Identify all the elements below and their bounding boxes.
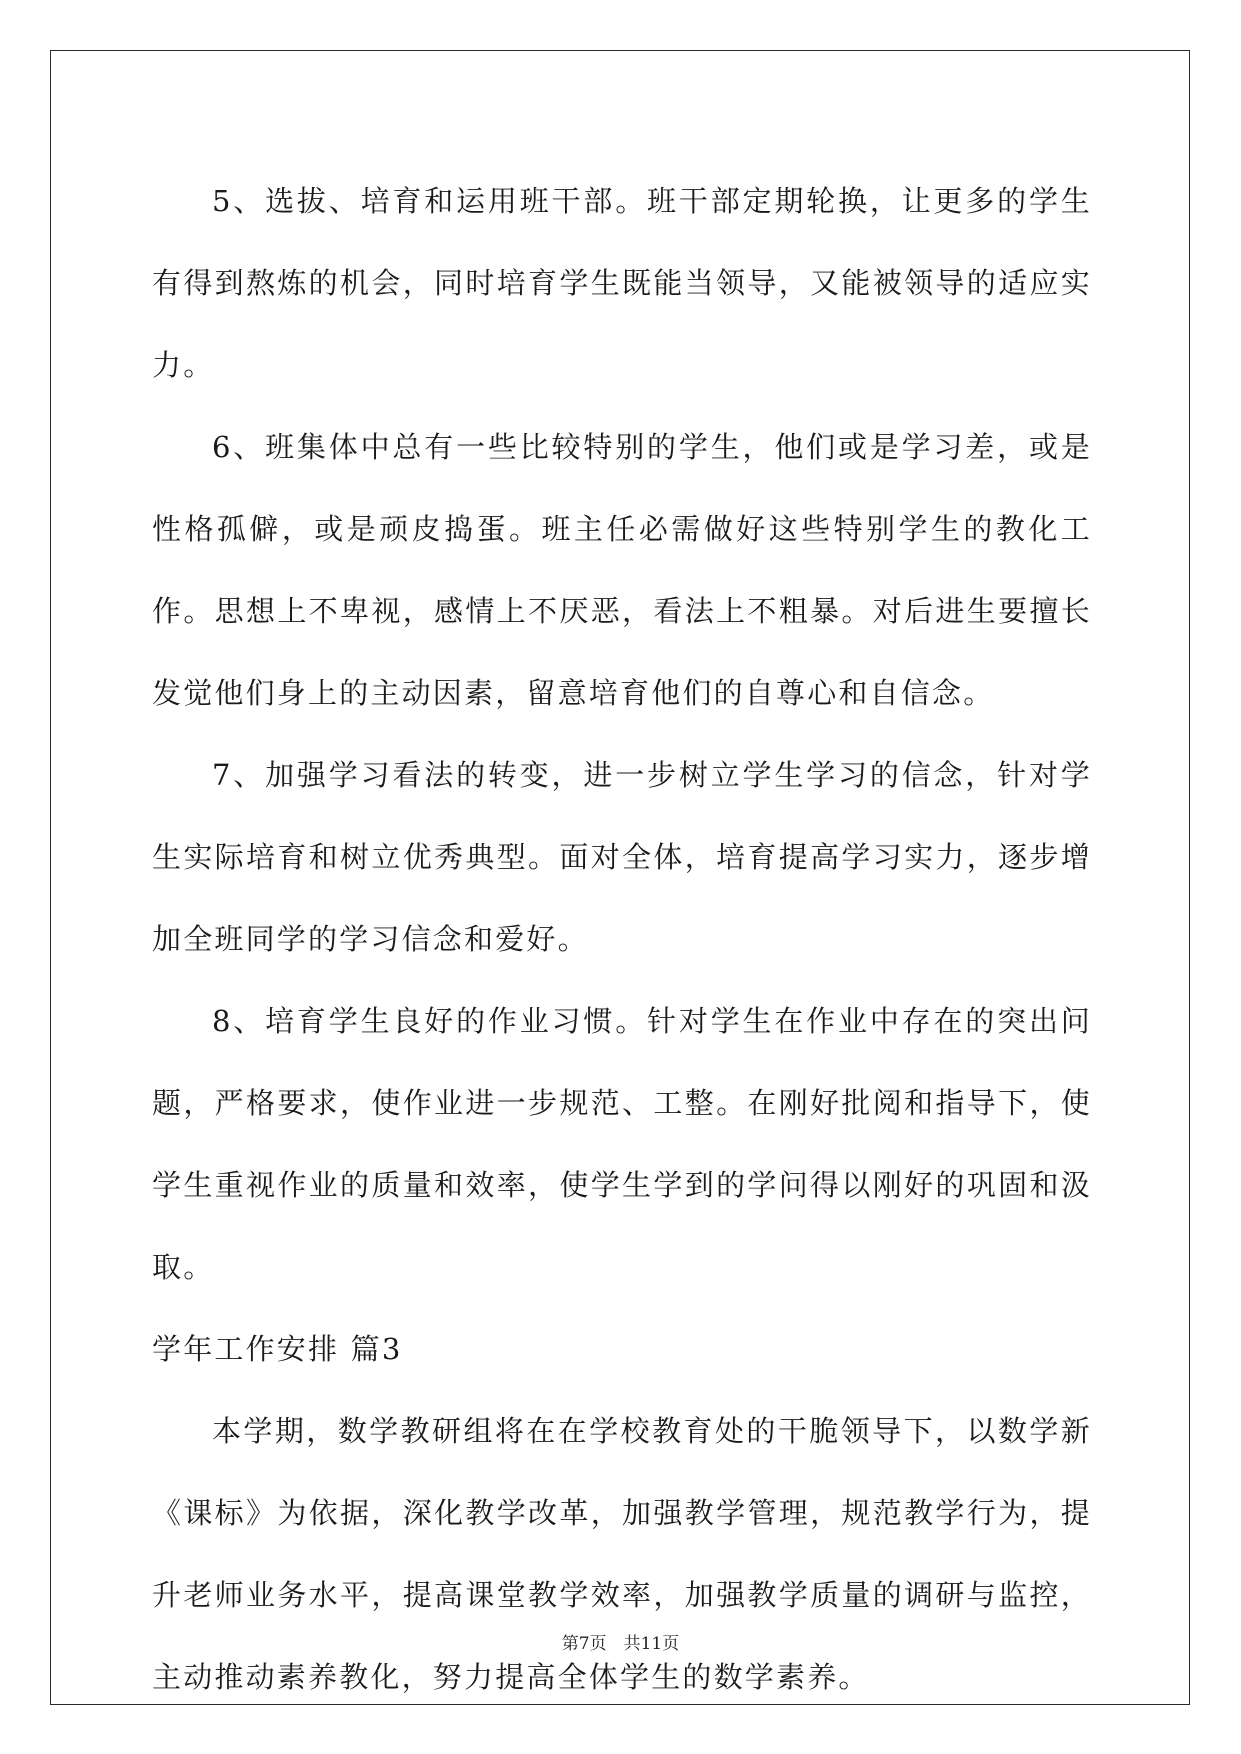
section-paragraph: 本学期，数学教研组将在在学校教育处的干脆领导下，以数学新《课标》为依据，深化教学改革，加强教学管理，规范教学行为，提升老师业务水平，提高课堂教学效率，加强教学质量的调研与监控，主动推动素养教化，努力提高全体学生的数学素养。 (152, 1414, 1092, 1694)
page-number-footer: 第7页 共11页 (561, 1634, 680, 1654)
paragraph-item-7: 7、加强学习看法的转变，进一步树立学生学习的信念，针对学生实际培育和树立优秀典型。面对全体，培育提高学习实力，逐步增加全班同学的学习信念和爱好。 (152, 758, 1092, 956)
document-body (152, 160, 1092, 1718)
paragraph-item-5: 5、选拔、培育和运用班干部。班干部定期轮换，让更多的学生有得到熬炼的机会，同时培育学生既能当领导，又能被领导的适应实力。 (152, 184, 1092, 382)
paragraph-item-6: 6、班集体中总有一些比较特别的学生，他们或是学习差，或是性格孤僻，或是顽皮捣蛋。班主任必需做好这些特别学生的教化工作。思想上不卑视，感情上不厌恶，看法上不粗暴。对后进生要擅长发觉他们身上的主动因素，留意培育他们的自尊心和自信念。 (152, 430, 1092, 710)
section-heading: 学年工作安排 篇3 (152, 1332, 403, 1366)
paragraph-item-8: 8、培育学生良好的作业习惯。针对学生在作业中存在的突出问题，严格要求，使作业进一步规范、工整。在刚好批阅和指导下，使学生重视作业的质量和效率，使学生学到的学问得以刚好的巩固和汲取。 (152, 1004, 1092, 1284)
